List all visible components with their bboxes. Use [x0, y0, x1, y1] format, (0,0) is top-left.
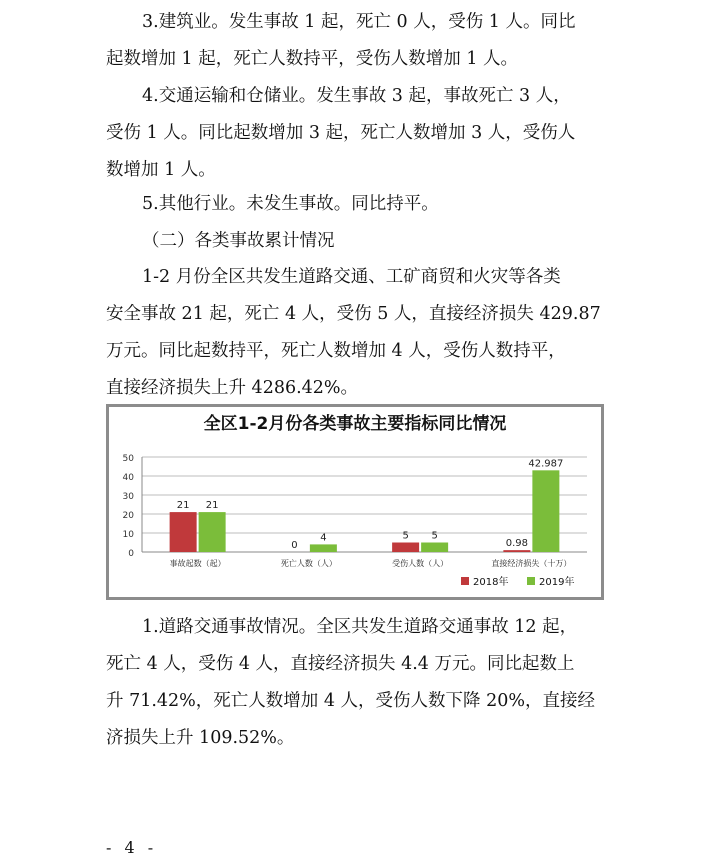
- bar-2019: [199, 512, 226, 552]
- text-line: 济损失上升 109.52%。: [106, 728, 295, 748]
- chart-title: 全区1-2月份各类事故主要指标同比情况: [203, 414, 507, 434]
- x-tick-label: 死亡人数（人）: [280, 559, 337, 568]
- text-line: 4.交通运输和仓储业。发生事故 3 起，事故死亡 3 人，: [142, 86, 571, 106]
- bar-2019: [532, 470, 559, 552]
- paragraph-road-traffic: [106, 609, 606, 757]
- bar-2019: [421, 543, 448, 553]
- y-tick-label: 50: [122, 454, 134, 464]
- x-tick-label: 受伤人数（人）: [392, 559, 449, 568]
- text-line: 直接经济损失上升 4286.42%。: [106, 378, 359, 398]
- bar-2019: [310, 544, 337, 552]
- paragraph-construction: [106, 4, 606, 78]
- text-line: 3.建筑业。发生事故 1 起，死亡 0 人，受伤 1 人。同比: [142, 12, 576, 32]
- text-line: 数增加 1 人。: [106, 160, 216, 180]
- data-label: 5: [402, 530, 409, 542]
- text-line: 1-2 月份全区共发生道路交通、工矿商贸和火灾等各类: [142, 267, 561, 287]
- heading-text: （二）各类事故累计情况: [142, 231, 335, 251]
- paragraph-other: [106, 186, 606, 223]
- data-label: 21: [205, 500, 219, 512]
- text-line: 受伤 1 人。同比起数增加 3 起，死亡人数增加 3 人，受伤人: [106, 123, 576, 143]
- data-label: 21: [176, 500, 190, 512]
- bar-2018: [503, 550, 530, 552]
- x-tick-label: 事故起数（起）: [169, 559, 226, 568]
- data-label: 4: [320, 532, 327, 544]
- data-label: 0.98: [505, 538, 529, 550]
- text-line: 安全事故 21 起，死亡 4 人，受伤 5 人，直接经济损失 429.87: [106, 304, 601, 324]
- data-label: 0: [291, 540, 298, 551]
- text-line: 升 71.42%，死亡人数增加 4 人，受伤人数下降 20%，直接经: [106, 691, 596, 711]
- paragraph-summary: [106, 259, 606, 407]
- data-label: 5: [431, 530, 438, 542]
- legend-label: 2019年: [539, 577, 575, 588]
- y-tick-label: 30: [122, 492, 134, 502]
- legend-label: 2018年: [473, 577, 509, 588]
- text-line: 1.道路交通事故情况。全区共发生道路交通事故 12 起，: [142, 617, 578, 637]
- legend-swatch: [527, 577, 535, 585]
- data-label: 42.987: [528, 458, 564, 470]
- bar-2018: [392, 543, 419, 553]
- y-tick-label: 20: [122, 511, 134, 521]
- text-line: 起数增加 1 起，死亡人数持平，受伤人数增加 1 人。: [106, 49, 519, 69]
- paragraph-transport: [106, 78, 606, 189]
- text-line: 5.其他行业。未发生事故。同比持平。: [142, 194, 439, 214]
- y-tick-label: 10: [122, 530, 134, 540]
- bar-2018: [170, 512, 197, 552]
- section-heading: [106, 223, 606, 260]
- y-tick-label: 40: [122, 473, 134, 483]
- text-line: 万元。同比起数持平，死亡人数增加 4 人，受伤人数持平，: [106, 341, 566, 361]
- page-number: - 4 -: [106, 838, 158, 857]
- x-tick-label: 直接经济损失（十万）: [491, 559, 572, 568]
- comparison-chart: [106, 404, 604, 600]
- legend-swatch: [461, 577, 469, 585]
- text-line: 死亡 4 人，受伤 4 人，直接经济损失 4.4 万元。同比起数上: [106, 654, 575, 674]
- bar-chart-svg: [109, 407, 601, 597]
- y-tick-label: 0: [128, 549, 134, 559]
